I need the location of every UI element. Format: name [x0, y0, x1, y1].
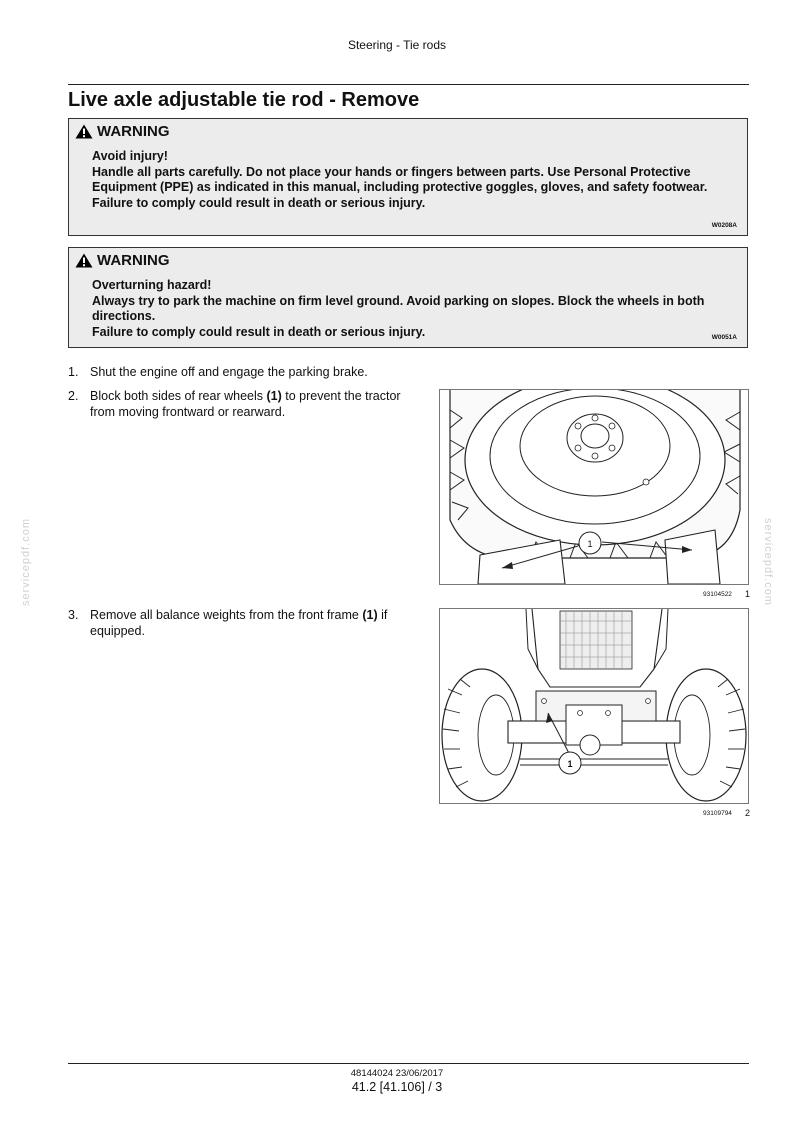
footer-page-ref: 41.2 [41.106] / 3: [351, 1080, 443, 1094]
warning-label: WARNING: [97, 252, 170, 269]
bottom-rule: [68, 1063, 749, 1064]
figure-rear-wheel: [439, 389, 749, 585]
warning-code: W0051A: [711, 334, 737, 341]
figure-code: 93109794: [703, 810, 732, 817]
alert-triangle-icon: [75, 124, 93, 139]
front-frame-illustration: [440, 609, 748, 803]
figure-callout: 1: [587, 539, 593, 549]
step-text: [90, 388, 413, 420]
warning-line: Avoid injury!: [92, 149, 168, 163]
figure-callout: 1: [567, 759, 573, 769]
rear-wheel-illustration: [440, 390, 748, 584]
warning-heading: [75, 252, 170, 269]
warning-box-injury: [68, 118, 748, 236]
part-reference: (1): [266, 389, 282, 403]
alert-triangle-icon: [75, 253, 93, 268]
step-text: [90, 607, 413, 639]
step-number: 2.: [68, 389, 79, 403]
step-2: [68, 388, 413, 420]
warning-line: Handle all parts carefully. Do not place your hands or fingers between parts. Use Personal Protective Equipment (PPE) as indicated in this manual, including protective goggles, gloves, and safety footwear.: [92, 164, 708, 194]
step-text-part: Remove all balance weights from the front frame: [90, 608, 363, 622]
warning-line: Failure to comply could result in death or serious injury.: [92, 195, 426, 210]
step-text-part: Block both sides of rear wheels: [90, 389, 267, 403]
page-title: Live axle adjustable tie rod - Remove: [68, 89, 420, 111]
warning-box-overturning: [68, 247, 748, 348]
warning-line: Overturning hazard!: [92, 278, 212, 292]
figure-number: 1: [745, 589, 751, 599]
watermark-right: servicepdf.com: [762, 518, 774, 606]
warning-body: [92, 278, 727, 340]
warning-code: W0208A: [711, 222, 737, 229]
step-number: 1.: [68, 365, 79, 379]
step-1: [68, 364, 413, 380]
warning-label: WARNING: [97, 123, 170, 140]
step-number: 3.: [68, 608, 79, 622]
warning-line: Failure to comply could result in death or serious injury.: [92, 324, 426, 339]
step-3: [68, 607, 413, 639]
figure-code: 93104522: [703, 591, 732, 598]
top-rule: [68, 84, 749, 85]
running-header: Steering - Tie rods: [347, 38, 447, 52]
step-text-part: Shut the engine off and engage the parking brake.: [90, 365, 368, 379]
part-reference: (1): [362, 608, 378, 622]
warning-heading: [75, 123, 170, 140]
figure-front-frame: [439, 608, 749, 804]
footer-doc-id: 48144024 23/06/2017: [350, 1068, 444, 1079]
step-text-part: to prevent the tractor from moving frontward or rearward.: [90, 389, 401, 419]
warning-body: [92, 149, 727, 211]
figure-number: 2: [745, 808, 751, 818]
step-text: [90, 364, 413, 380]
step-text-part: if equipped.: [90, 608, 388, 638]
watermark-left: servicepdf.com: [20, 518, 32, 606]
warning-line: Always try to park the machine on firm level ground. Avoid parking on slopes. Block the wheels in both directions.: [92, 293, 705, 323]
